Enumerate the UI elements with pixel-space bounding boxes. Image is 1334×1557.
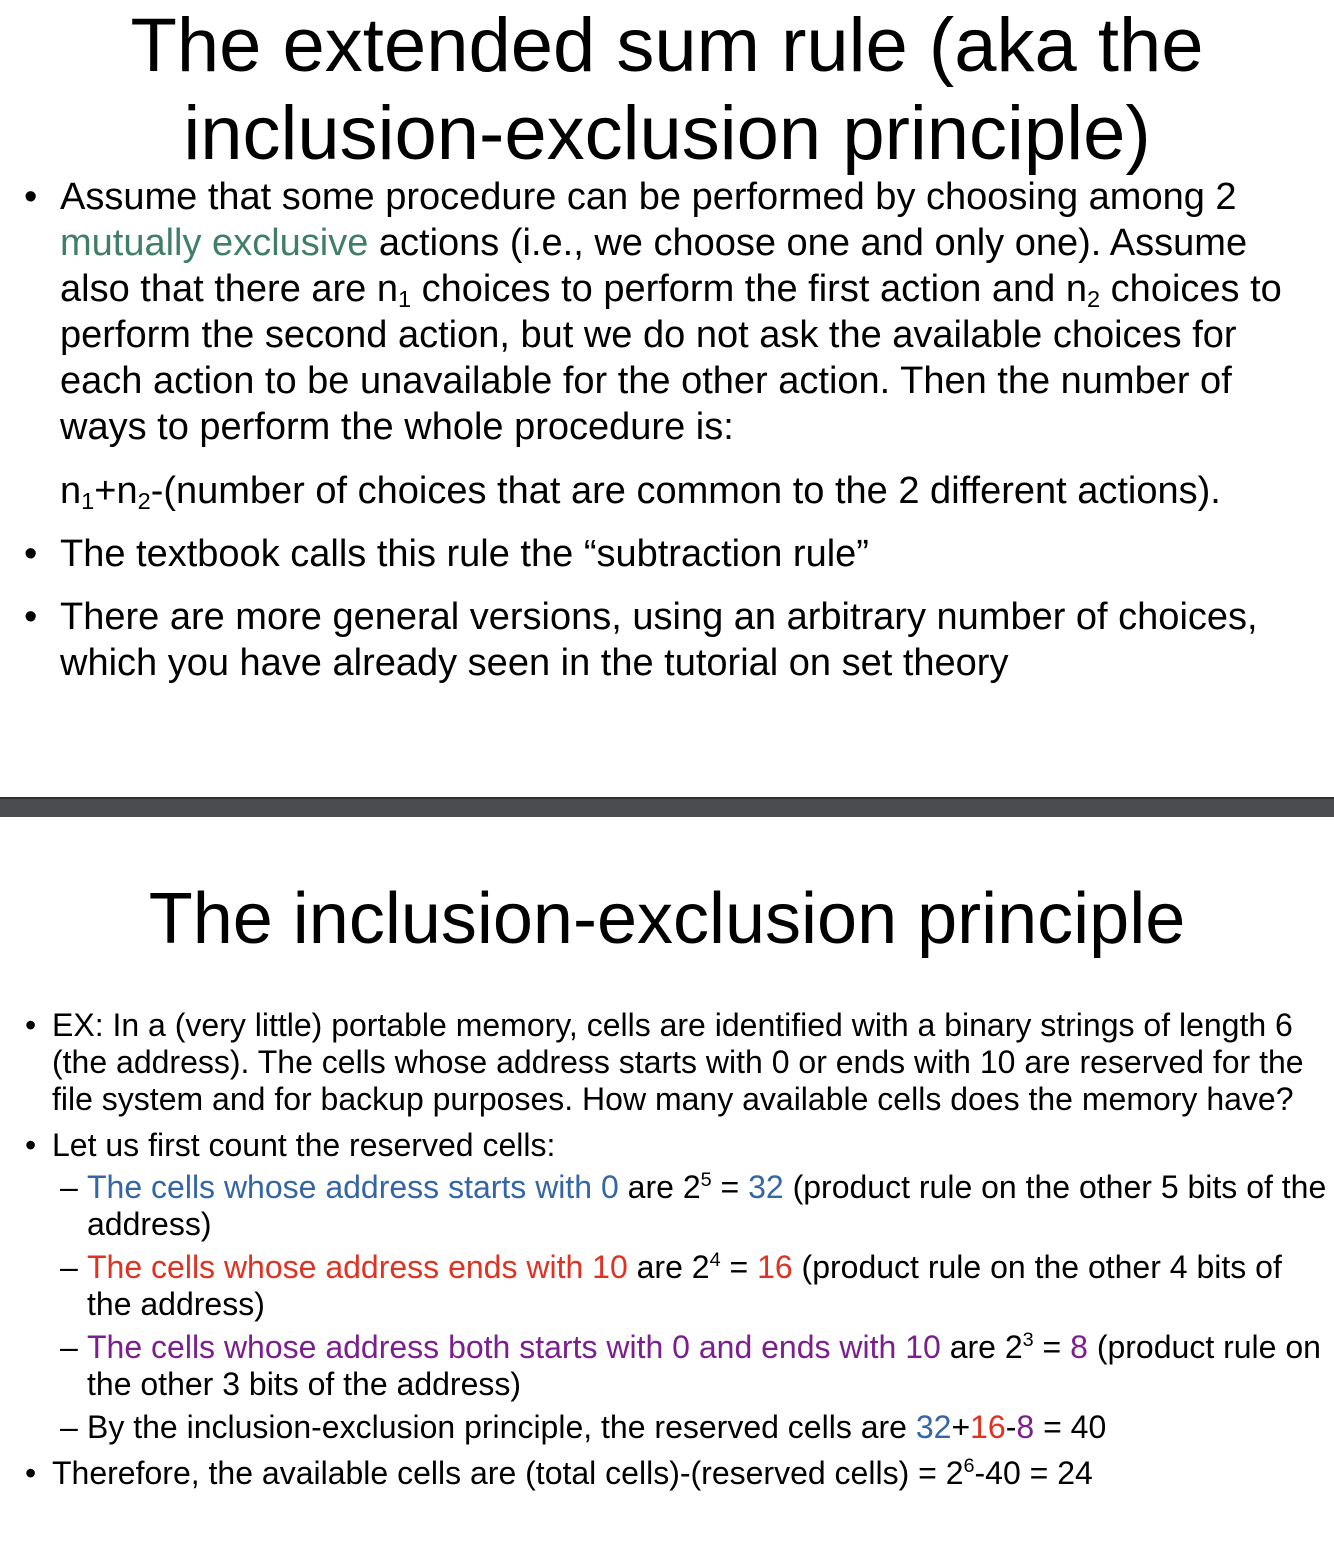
sub-bullet-list <box>52 1169 1327 1446</box>
bullet-text: The textbook calls this rule the “subtraction rule” <box>60 533 869 575</box>
dash-icon: – <box>60 1249 78 1285</box>
dash-icon: – <box>60 1169 78 1205</box>
bullet-icon: • <box>25 1455 37 1491</box>
bullet-text: Let us first count the reserved cells: <box>52 1127 556 1163</box>
bullet-icon: • <box>24 176 38 218</box>
dash-icon: – <box>60 1329 78 1365</box>
bullet-item-therefore: • Therefore, the available cells are (total cells)-(reserved cells) = $2^6-40 = 24$ <box>25 1455 1093 1491</box>
slide-divider <box>0 797 1334 817</box>
sub-item-principle-result: – By the inclusion-exclusion principle, the reserved cells are 32+16-8 = 40 <box>60 1409 1107 1445</box>
bullet-text: Assume that some procedure can be performed by choosing among 2 mutually exclusive actions (i.e., we choose one and only one). Assume also that there are $n_1$ choices to perform the first action and $n_2$ choices to perform the second action, but we do not ask the available choices for each action to be unavailable for the other action. Then the number of ways to perform the whole procedure is: <box>60 176 1282 448</box>
bullet-list <box>25 1007 1327 1501</box>
slide-title: The extended sum rule (aka the inclusion-exclusion principle) <box>130 3 1204 176</box>
sub-item-both: – The cells whose address both starts with 0 and ends with 10 are $2^3 = 8$ (product rule on the other 3 bits of the address) <box>60 1329 1321 1402</box>
bullet-icon: • <box>25 1127 37 1163</box>
bullet-item-count-reserved <box>25 1127 1327 1446</box>
slide-inclusion-exclusion <box>0 817 1334 1557</box>
bullet-list <box>24 174 1325 703</box>
bullet-item-subtraction-rule <box>24 531 1325 577</box>
formula: $n_1+n_2-(number$ of choices that are common to the 2 different actions). <box>60 470 1221 514</box>
sub-item-starts-with-0: – The cells whose address starts with 0 are $2^5 = 32$ (product rule on the other 5 bits of the address) <box>60 1169 1327 1242</box>
mutually-exclusive-highlight: mutually exclusive <box>60 222 369 264</box>
bullet-icon: • <box>24 533 38 575</box>
bullet-icon: • <box>24 596 38 638</box>
bullet-item-procedure <box>24 174 1325 514</box>
sub-item-ends-with-10: – The cells whose address ends with 10 are $2^4 = 16$ (product rule on the other 4 bits of the address) <box>60 1249 1282 1322</box>
bullet-text: EX: In a (very little) portable memory, cells are identified with a binary strings of length 6 (the address). The cells whose address starts with 0 or ends with 10 are reserved for the file system and for backup purposes. How many available cells does the memory have? <box>52 1007 1304 1117</box>
bullet-text: There are more general versions, using an arbitrary number of choices, which you have already seen in the tutorial on set theory <box>60 596 1258 684</box>
bullet-icon: • <box>25 1007 37 1043</box>
dash-icon: – <box>60 1409 78 1445</box>
slide-title: The inclusion-exclusion principle <box>148 879 1186 959</box>
bullet-item-example <box>25 1007 1327 1118</box>
bullet-item-general-versions <box>24 594 1325 686</box>
